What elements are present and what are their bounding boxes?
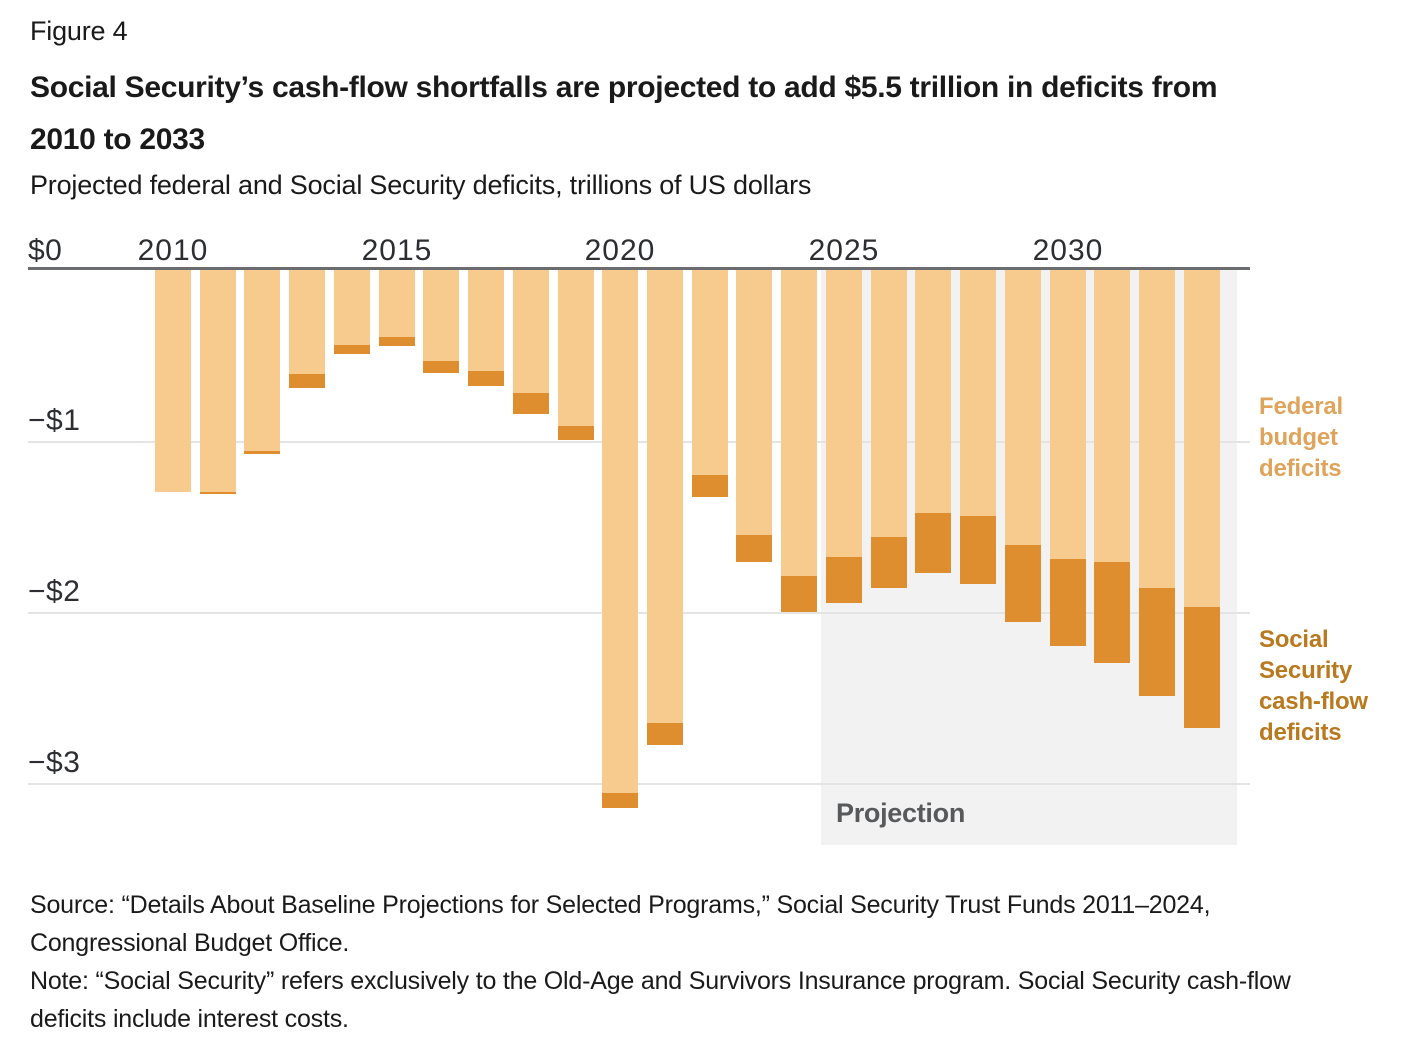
bar-federal-2023 — [736, 270, 772, 535]
bar-social-security-2016 — [423, 361, 459, 373]
bar-social-security-2019 — [558, 426, 594, 440]
bar-federal-2013 — [289, 270, 325, 374]
bar-social-security-2012 — [244, 451, 280, 454]
bar-social-security-2014 — [334, 345, 370, 354]
bar-federal-2018 — [513, 270, 549, 393]
bar-federal-2029 — [1005, 270, 1041, 545]
x-axis-label-2025: 2025 — [808, 234, 880, 267]
legend-federal-line1: Federal — [1259, 393, 1343, 420]
x-axis-label-2010: 2010 — [137, 234, 209, 267]
bar-federal-2024 — [781, 270, 817, 576]
bar-social-security-2021 — [647, 723, 683, 745]
note-text-line1: Note: “Social Security” refers exclusively to the Old-Age and Survivors Insurance program. Social Security cash-flow — [30, 967, 1291, 995]
bar-federal-2010 — [155, 270, 191, 492]
bar-social-security-2028 — [960, 516, 996, 584]
gridline-−$3 — [28, 783, 1250, 785]
source-note-block — [30, 886, 1400, 1038]
bar-social-security-2032 — [1139, 588, 1175, 696]
source-text-line1: Source: “Details About Baseline Projections for Selected Programs,” Social Security Trust Funds 2011–2024, — [30, 891, 1211, 919]
bar-federal-2019 — [558, 270, 594, 426]
bar-social-security-2017 — [468, 371, 504, 386]
bar-social-security-2020 — [602, 793, 638, 808]
bar-federal-2031 — [1094, 270, 1130, 562]
bar-federal-2015 — [379, 270, 415, 337]
bar-social-security-2031 — [1094, 562, 1130, 663]
legend-social-security-deficits — [1259, 624, 1368, 748]
x-axis-label-2015: 2015 — [361, 234, 433, 267]
bar-social-security-2022 — [692, 475, 728, 497]
bar-federal-2016 — [423, 270, 459, 361]
y-axis-label-0: $0 — [28, 234, 63, 267]
chart-title-line2: 2010 to 2033 — [30, 123, 205, 156]
bar-federal-2033 — [1184, 270, 1220, 607]
legend-federal-line2: budget — [1259, 424, 1338, 451]
chart-title — [30, 62, 1390, 166]
bar-federal-2028 — [960, 270, 996, 516]
bar-federal-2011 — [200, 270, 236, 492]
source-text-line2: Congressional Budget Office. — [30, 929, 350, 957]
bar-social-security-2013 — [289, 374, 325, 388]
bar-federal-2021 — [647, 270, 683, 723]
legend-ss-line3: cash-flow — [1259, 688, 1368, 715]
x-axis-label-2030: 2030 — [1032, 234, 1104, 267]
chart-subtitle: Projected federal and Social Security deficits, trillions of US dollars — [30, 170, 812, 200]
y-axis-label-−$2: −$2 — [28, 575, 81, 608]
bar-social-security-2023 — [736, 535, 772, 562]
legend-federal-budget-deficits — [1259, 391, 1343, 484]
bar-social-security-2026 — [871, 537, 907, 588]
bar-federal-2030 — [1050, 270, 1086, 559]
legend-ss-line2: Security — [1259, 657, 1353, 684]
bar-federal-2025 — [826, 270, 862, 557]
figure-number: Figure 4 — [30, 16, 128, 46]
bar-social-security-2033 — [1184, 607, 1220, 728]
bar-social-security-2025 — [826, 557, 862, 603]
bar-social-security-2015 — [379, 337, 415, 346]
bar-social-security-2018 — [513, 393, 549, 414]
x-axis-label-2020: 2020 — [584, 234, 656, 267]
bar-social-security-2011 — [200, 492, 236, 494]
projection-label: Projection — [836, 798, 966, 828]
bar-federal-2032 — [1139, 270, 1175, 588]
legend-federal-line3: deficits — [1259, 455, 1342, 482]
y-axis-label-−$3: −$3 — [28, 746, 81, 779]
bar-social-security-2027 — [915, 513, 951, 573]
legend-ss-line1: Social — [1259, 626, 1329, 653]
note-text-line2: deficits include interest costs. — [30, 1005, 349, 1033]
bar-social-security-2029 — [1005, 545, 1041, 622]
bar-federal-2020 — [602, 270, 638, 793]
bar-federal-2022 — [692, 270, 728, 475]
chart-title-line1: Social Security’s cash-flow shortfalls are projected to add $5.5 trillion in deficits from — [30, 71, 1218, 104]
legend-ss-line4: deficits — [1259, 719, 1342, 746]
bar-federal-2017 — [468, 270, 504, 371]
bar-social-security-2030 — [1050, 559, 1086, 646]
chart-plot — [0, 220, 1418, 872]
bar-federal-2027 — [915, 270, 951, 513]
bar-federal-2012 — [244, 270, 280, 451]
bar-federal-2026 — [871, 270, 907, 537]
bar-federal-2014 — [334, 270, 370, 345]
y-axis-label-−$1: −$1 — [28, 404, 81, 437]
bar-social-security-2024 — [781, 576, 817, 612]
